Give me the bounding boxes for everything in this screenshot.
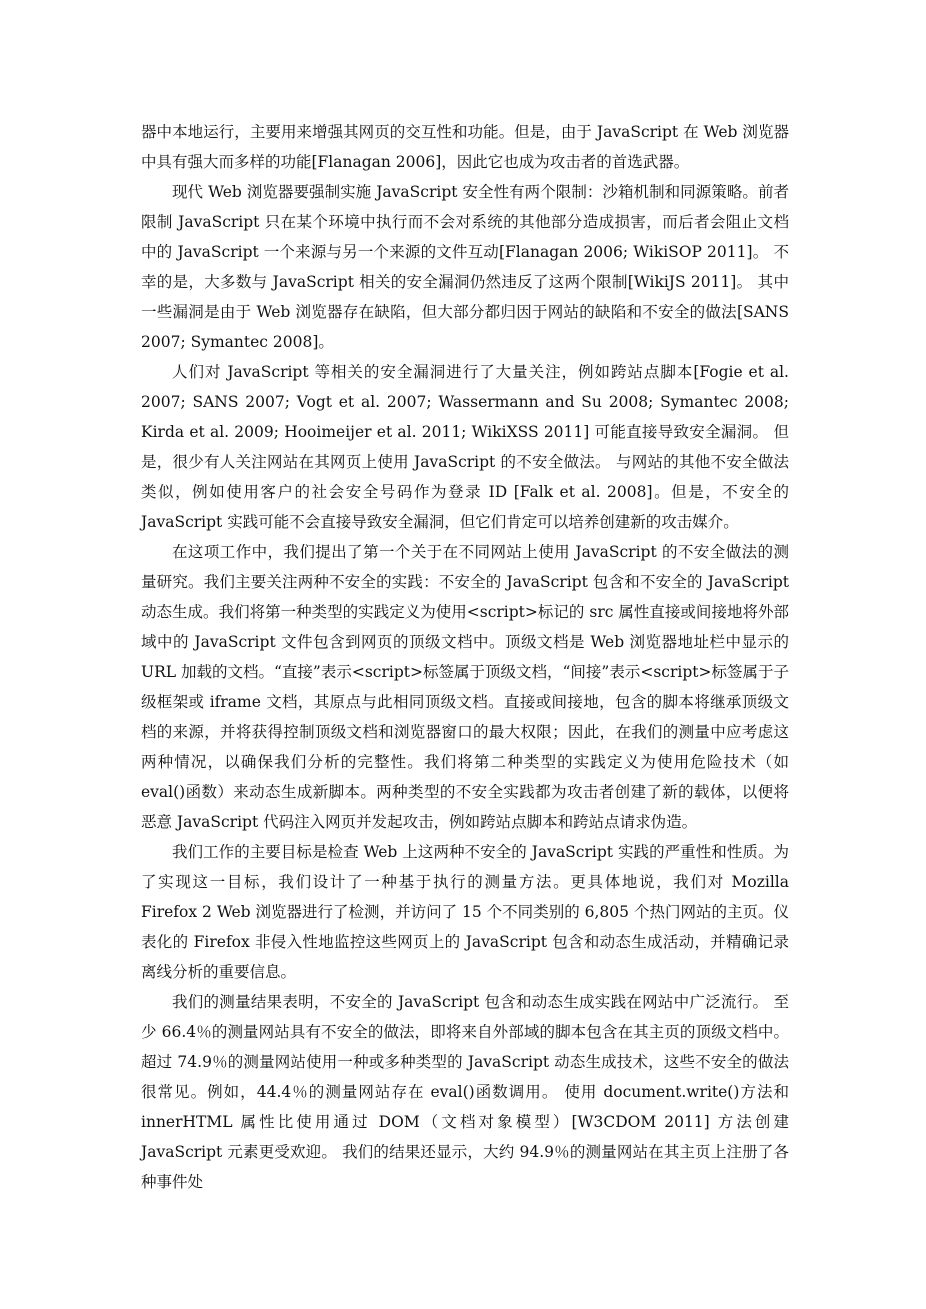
paragraph-results: 我们的测量结果表明，不安全的 JavaScript 包含和动态生成实践在网站中广泛流行。 至少 66.4％的测量网站具有不安全的做法，即将来自外部域的脚本包含在其主页的顶级文档中。超过 74.9％的测量网站使用一种或多种类型的 JavaScript 动态生成技术，这些不安全的做法很常见。例如，44.4％的测量网站存在 eval()函数调用。 使用 document.write()方法和 innerHTML 属性比使用通过 DOM（文档对象模型）[W3CDOM 2011] 方法创建 JavaScript 元素更受欢迎。 我们的结果还显示，大约 94.9％的测量网站在其主页上注册了各种事件处 [141,993,789,1191]
paragraph-this-work: 在这项工作中，我们提出了第一个关于在不同网站上使用 JavaScript 的不安全做法的测量研究。我们主要关注两种不安全的实践：不安全的 JavaScript 包含和不安全的 JavaScript 动态生成。我们将第一种类型的实践定义为使用<script>标记的 src 属性直接或间接地将外部域中的 JavaScript 文件包含到网页的顶级文档中。顶级文档是 Web 浏览器地址栏中显示的 URL 加载的文档。“直接”表示<script>标签属于顶级文档，“间接”表示<script>标签属于子级框架或 iframe 文档，其原点与此相同顶级文档。直接或间接地，包含的脚本将继承顶级文档的来源，并将获得控制顶级文档和浏览器窗口的最大权限；因此，在我们的测量中应考虑这两种情况，以确保我们分析的完整性。我们将第二种类型的实践定义为使用危险技术（如 eval()函数）来动态生成新脚本。两种类型的不安全实践都为攻击者创建了新的载体，以便将恶意 JavaScript 代码注入网页并发起攻击，例如跨站点脚本和跨站点请求伪造。 [141,543,789,831]
paragraph-goal: 我们工作的主要目标是检查 Web 上这两种不安全的 JavaScript 实践的严重性和性质。为了实现这一目标，我们设计了一种基于执行的测量方法。更具体地说，我们对 Mozilla Firefox 2 Web 浏览器进行了检测，并访问了 15 个不同类别的 6,805 个热门网站的主页。仪表化的 Firefox 非侵入性地监控这些网页上的 JavaScript 包含和动态生成活动，并精确记录离线分析的重要信息。 [141,843,789,981]
paragraph-continuation: 器中本地运行，主要用来增强其网页的交互性和功能。但是，由于 JavaScript 在 Web 浏览器中具有强大而多样的功能[Flanagan 2006]，因此它也成为攻击者的首选武器。 [141,123,789,171]
paragraph-vulnerabilities: 人们对 JavaScript 等相关的安全漏洞进行了大量关注，例如跨站点脚本[Fogie et al. 2007; SANS 2007; Vogt et al. 2007; Wassermann and Su 2008; Symantec 2008; Kirda et al. 2009; Hooimeijer et al. 2011; WikiXSS 2011] 可能直接导致安全漏洞。 但是，很少有人关注网站在其网页上使用 JavaScript 的不安全做法。 与网站的其他不安全做法类似，例如使用客户的社会安全号码作为登录 ID [Falk et al. 2008]。但是，不安全的 JavaScript 实践可能不会直接导致安全漏洞，但它们肯定可以培养创建新的攻击媒介。 [141,363,789,531]
body-text [141,117,789,1197]
paragraph-browser-restrictions: 现代 Web 浏览器要强制实施 JavaScript 安全性有两个限制：沙箱机制和同源策略。前者限制 JavaScript 只在某个环境中执行而不会对系统的其他部分造成损害，而后者会阻止文档中的 JavaScript 一个来源与另一个来源的文件互动[Flanagan 2006; WikiSOP 2011]。 不幸的是，大多数与 JavaScript 相关的安全漏洞仍然违反了这两个限制[WikiJS 2011]。 其中一些漏洞是由于 Web 浏览器存在缺陷，但大部分都归因于网站的缺陷和不安全的做法[SANS 2007; Symantec 2008]。 [141,183,789,351]
